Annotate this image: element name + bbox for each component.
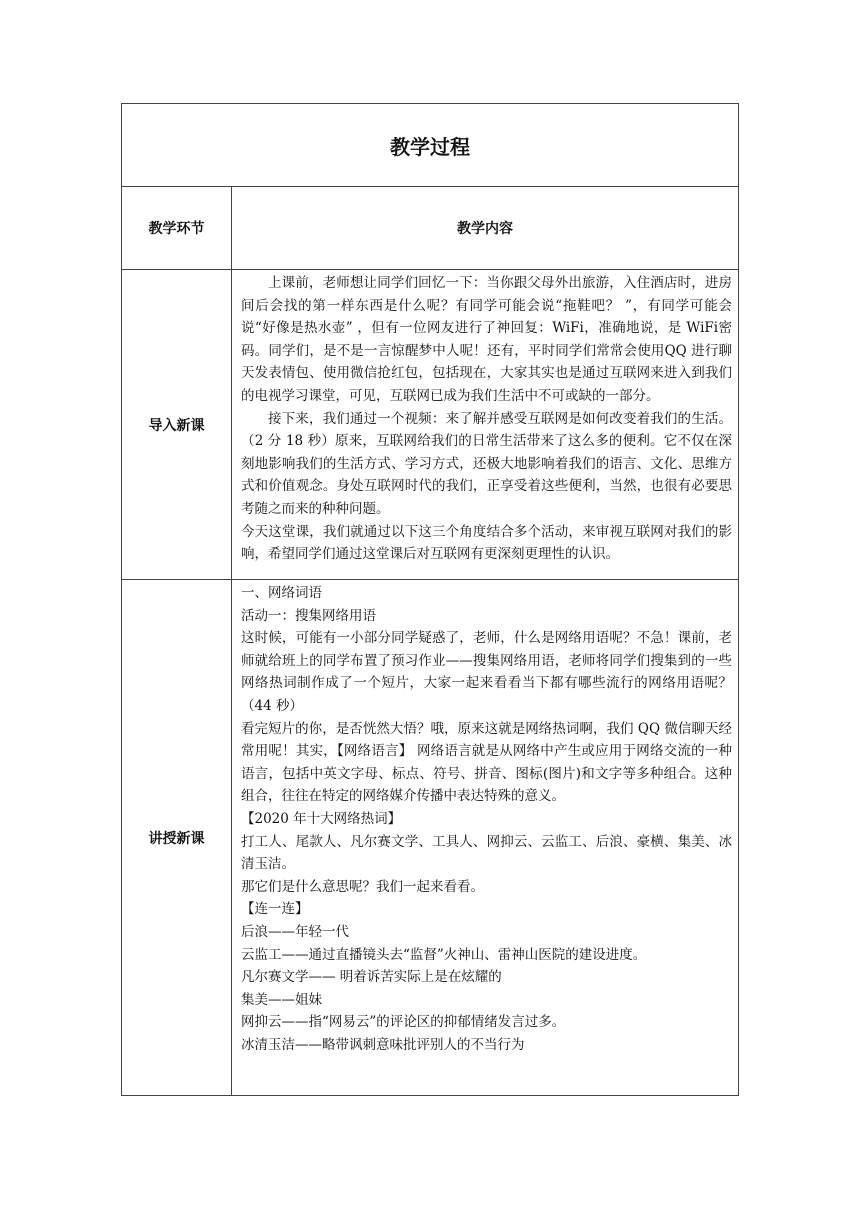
list-heading: 【2020 年十大网络热词】 <box>241 810 402 827</box>
table-row-teaching <box>122 580 739 1096</box>
section-label-teaching: 讲授新课 <box>122 580 232 1096</box>
list-item: 网抑云——指“网易云”的评论区的抑郁情绪发言过多。 <box>241 1014 566 1031</box>
list-item: 后浪——年轻一代 <box>241 923 349 940</box>
header-stage: 教学环节 <box>122 187 232 270</box>
list-item: 云监工——通过直播镜头去“监督”火神山、雷神山医院的建设进度。 <box>241 946 647 963</box>
activity-heading: 活动一：搜集网络用语 <box>241 607 376 624</box>
paragraph: 这时候，可能有一小部分同学疑惑了，老师，什么是网络用语呢？不急！课前，老师就给班上的同学布置了预习作业——搜集网络用语，老师将同学们搜集到的一些网络热词制作成了一个短片，大家一起来看看当下都有哪些流行的网络用语呢？ （44 秒） <box>241 630 732 714</box>
table-title: 教学过程 <box>122 104 739 187</box>
teaching-process-table <box>121 103 739 1096</box>
list-item: 冰清玉洁——略带讽刺意味批评别人的不当行为 <box>241 1036 525 1053</box>
paragraph: 上课前，老师想让同学们回忆一下：当你跟父母外出旅游，入住酒店时，进房间后会找的第一样东西是什么呢？有同学可能会说“拖鞋吧？ ”，有同学可能会说“好像是热水壶” ，但有一位网友进行了神回复：WiFi，准确地说，是 WiFi密码。同学们，是不是一言惊醒梦中人呢！还有，平时同学们常常会使用QQ 进行聊天发表情包、使用微信抢红包，包括现在，大家其实也是通过互联网来进入到我们的电视学习课堂，可见，互联网已成为我们生活中不可或缺的一部分。 <box>241 275 732 404</box>
section-heading: 一、网络词语 <box>241 585 322 601</box>
paragraph: 接下来，我们通过一个视频：来了解并感受互联网是如何改变着我们的生活。 （2 分 18 秒）原来，互联网给我们的日常生活带来了这么多的便利。它不仅在深刻地影响我们的生活方式、学习方式，还极大地影响着我们的语言、文化、思维方式和价值观念。身处互联网时代的我们，正享受着这些便利，当然，也很有必要思考随之而来的种种问题。 <box>241 410 732 517</box>
section-label-intro: 导入新课 <box>122 270 232 580</box>
header-content: 教学内容 <box>232 187 739 270</box>
section-content-teaching <box>232 580 739 1096</box>
paragraph: 那它们是什么意思呢？我们一起来看看。 <box>241 878 484 895</box>
list-item: 集美——姐妹 <box>241 991 322 1008</box>
section-content-intro <box>232 270 739 580</box>
paragraph: 今天这堂课，我们就通过以下这三个角度结合多个活动，来审视互联网对我们的影响，希望同学们通过这堂课后对互联网有更深刻更理性的认识。 <box>241 523 732 563</box>
list-item: 凡尔赛文学—— 明着诉苦实际上是在炫耀的 <box>241 969 502 986</box>
paragraph: 打工人、尾款人、凡尔赛文学、工具人、网抑云、云监工、后浪、豪横、集美、冰清玉洁。 <box>241 833 732 873</box>
paragraph: 看完短片的你，是否恍然大悟？哦，原来这就是网络热词啊，我们 QQ 微信聊天经常用呢！其实，【网络语言】 网络语言就是从网络中产生或应用于网络交流的一种语言，包括中英文字母、标点、符号、拼音、图标(图片)和文字等多种组合。这种组合，往往在特定的网络媒介传播中表达特殊的意义。 <box>241 720 732 805</box>
list-heading: 【连一连】 <box>241 901 309 918</box>
table-row-intro <box>122 270 739 580</box>
